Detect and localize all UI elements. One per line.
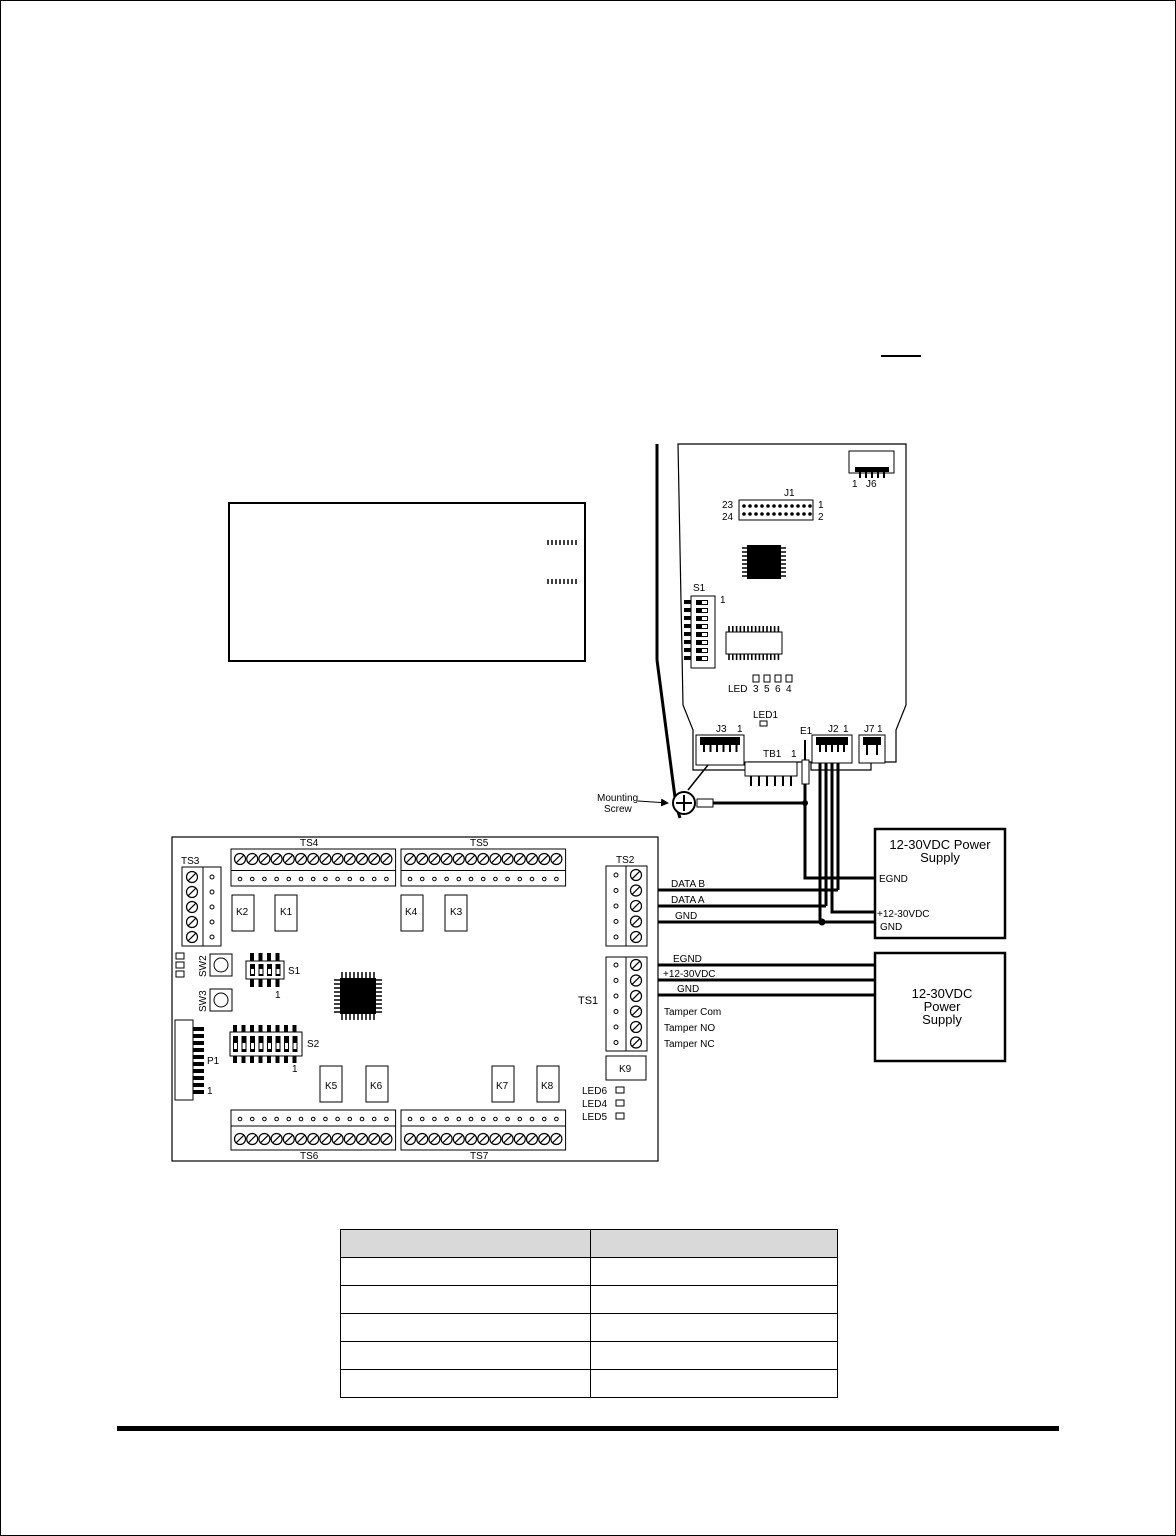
j1-pin xyxy=(796,504,800,508)
table-row xyxy=(341,1286,838,1314)
relay-k2: K2 xyxy=(236,907,249,918)
dip-lever xyxy=(250,979,254,987)
terminal-hole xyxy=(457,1117,461,1121)
connector-j2 xyxy=(812,724,852,763)
ts1-vin: +12-30VDC xyxy=(663,969,716,980)
table-row xyxy=(341,1342,838,1370)
dip-knob xyxy=(702,601,707,604)
table-row xyxy=(341,1370,838,1398)
p1-pin xyxy=(193,1062,204,1066)
dip-lever xyxy=(276,979,280,987)
terminal-hole xyxy=(518,877,522,881)
ts5-label: TS5 xyxy=(470,838,489,849)
led-4: 4 xyxy=(786,684,792,695)
dip-lever xyxy=(259,1056,263,1063)
dip-knob xyxy=(260,969,263,974)
table-header-row xyxy=(341,1230,838,1258)
j1-pin xyxy=(766,504,770,508)
terminal-hole xyxy=(433,877,437,881)
main-s2-label: S2 xyxy=(307,1039,320,1050)
psu-top-egnd: EGND xyxy=(879,874,908,885)
dip-lever xyxy=(684,600,691,604)
mounting-screw-label-1: Mounting xyxy=(597,793,639,804)
dip-lever xyxy=(250,1056,254,1063)
terminal-ts7 xyxy=(401,1110,566,1150)
p1-pin xyxy=(193,1069,204,1073)
dip-lever xyxy=(684,640,691,644)
dip-knob xyxy=(251,1043,254,1049)
dip-knob xyxy=(702,609,707,612)
terminal-hole xyxy=(311,877,315,881)
terminal-hole xyxy=(348,877,352,881)
terminal-hole xyxy=(614,935,618,939)
j1-pin xyxy=(742,512,746,516)
psu-top-gnd: GND xyxy=(880,922,903,933)
terminal-hole xyxy=(555,877,559,881)
dip-knob xyxy=(260,1043,263,1049)
dip-lever xyxy=(250,953,254,961)
dip-knob xyxy=(234,1043,237,1049)
reader-leds xyxy=(728,675,792,726)
dip-knob xyxy=(268,969,271,974)
relay-k3: K3 xyxy=(450,907,463,918)
j1-pin xyxy=(760,504,764,508)
sw3-label: SW3 xyxy=(198,990,209,1012)
terminal-hole xyxy=(336,877,340,881)
terminal-hole xyxy=(210,935,214,939)
main-s1-label: S1 xyxy=(288,966,301,977)
j1-pin xyxy=(778,512,782,516)
dip-knob xyxy=(702,617,707,620)
dip-knob xyxy=(294,1043,297,1049)
psu-bottom-title-1: 12-30VDC xyxy=(911,986,973,1001)
terminal-hole xyxy=(542,877,546,881)
led5-label: LED5 xyxy=(582,1112,608,1123)
dip-lever xyxy=(684,656,691,660)
j1-pin xyxy=(808,512,812,516)
terminal-block-tb1 xyxy=(745,749,797,786)
table-cell xyxy=(341,1258,591,1286)
j1-pin xyxy=(748,512,752,516)
terminal-hole xyxy=(372,877,376,881)
tamper-nc: Tamper NC xyxy=(664,1039,715,1050)
terminal-hole xyxy=(506,877,510,881)
j1-label: J1 xyxy=(784,488,795,499)
p1-pin xyxy=(193,1027,204,1031)
led-6: 6 xyxy=(775,684,781,695)
terminal-hole xyxy=(445,877,449,881)
dip-knob xyxy=(702,625,707,628)
p1-pin xyxy=(193,1083,204,1087)
dip-lever xyxy=(293,1056,297,1063)
led-3: 3 xyxy=(753,684,759,695)
terminal-hole xyxy=(324,1117,328,1121)
terminal-hole xyxy=(250,877,254,881)
relay-k5: K5 xyxy=(325,1081,338,1092)
ts3-label: TS3 xyxy=(181,856,200,867)
table-cell xyxy=(591,1370,838,1398)
terminal-hole xyxy=(614,904,618,908)
relay-k7: K7 xyxy=(496,1081,509,1092)
main-s2-pin1: 1 xyxy=(292,1064,298,1075)
terminal-hole xyxy=(555,1117,559,1121)
dip-knob xyxy=(702,657,707,660)
j1-pin xyxy=(754,504,758,508)
j1-pin xyxy=(766,512,770,516)
dip-knob xyxy=(702,641,707,644)
ts2-gnd: GND xyxy=(675,911,698,922)
terminal-hole xyxy=(614,1010,618,1014)
terminal-hole xyxy=(408,1117,412,1121)
p1-pin xyxy=(193,1090,204,1094)
j1-pin xyxy=(778,504,782,508)
terminal-hole xyxy=(457,877,461,881)
j2-label: J2 xyxy=(828,724,839,735)
led6-label: LED6 xyxy=(582,1086,608,1097)
table-cell xyxy=(341,1342,591,1370)
dip-knob xyxy=(702,649,707,652)
jumper-e1 xyxy=(800,726,813,784)
main-leds xyxy=(582,1086,624,1123)
power-supply-top xyxy=(875,829,1005,938)
j6-label: J6 xyxy=(866,479,877,490)
terminal-hole xyxy=(238,877,242,881)
relay-k1: K1 xyxy=(280,907,293,918)
tb1-label: TB1 xyxy=(763,749,782,760)
j1-pin23: 23 xyxy=(722,500,734,511)
power-supply-bottom xyxy=(875,953,1005,1061)
table-header-cell xyxy=(591,1230,838,1258)
terminal-hole xyxy=(263,1117,267,1121)
terminal-hole xyxy=(445,1117,449,1121)
terminal-hole xyxy=(494,877,498,881)
dip-lever xyxy=(242,1056,246,1063)
terminal-hole xyxy=(210,890,214,894)
terminal-hole xyxy=(420,1117,424,1121)
terminal-hole xyxy=(238,1117,242,1121)
table-cell xyxy=(341,1286,591,1314)
terminal-hole xyxy=(311,1117,315,1121)
led-label: LED xyxy=(728,684,748,695)
terminal-hole xyxy=(385,1117,389,1121)
j1-pin xyxy=(784,512,788,516)
terminal-ts6 xyxy=(231,1110,396,1150)
table-cell xyxy=(591,1314,838,1342)
dip-knob xyxy=(268,1043,271,1049)
footer-rule xyxy=(117,1426,1059,1431)
j1-pin24: 24 xyxy=(722,512,734,523)
led-5: 5 xyxy=(764,684,770,695)
terminal-hole xyxy=(275,877,279,881)
dip-knob xyxy=(243,1043,246,1049)
dip-knob xyxy=(285,1043,288,1049)
tamper-com: Tamper Com xyxy=(664,1007,722,1018)
terminal-hole xyxy=(614,920,618,924)
s1-pin1: 1 xyxy=(720,595,726,606)
dip-lever xyxy=(242,1025,246,1032)
connector-j1 xyxy=(722,488,824,523)
connector-j7 xyxy=(859,724,885,763)
relay-k6: K6 xyxy=(370,1081,383,1092)
j1-pin xyxy=(790,504,794,508)
terminal-ts4 xyxy=(231,849,396,886)
terminal-hole xyxy=(614,889,618,893)
dip-lever xyxy=(276,1025,280,1032)
ts6-label: TS6 xyxy=(300,1151,319,1162)
terminal-hole xyxy=(542,1117,546,1121)
j6-pin1: 1 xyxy=(852,479,858,490)
terminal-hole xyxy=(210,920,214,924)
terminal-hole xyxy=(481,877,485,881)
psu-top-title-2: Supply xyxy=(920,850,960,865)
table-cell xyxy=(341,1314,591,1342)
terminal-ts3 xyxy=(181,856,221,946)
table-row xyxy=(341,1314,838,1342)
dip-lever xyxy=(684,616,691,620)
terminal-hole xyxy=(614,994,618,998)
terminal-hole xyxy=(372,1117,376,1121)
switch-sw2 xyxy=(198,954,232,977)
terminal-hole xyxy=(614,963,618,967)
reader-soic-chip xyxy=(726,626,782,660)
j1-pin xyxy=(784,504,788,508)
p1-pin xyxy=(193,1041,204,1045)
mounting-screw-label-2: Screw xyxy=(604,804,632,815)
table-row xyxy=(341,1258,838,1286)
dip-lever xyxy=(259,1025,263,1032)
j1-pin xyxy=(808,504,812,508)
table-cell xyxy=(591,1258,838,1286)
dip-lever xyxy=(259,979,263,987)
terminal-hole xyxy=(287,877,291,881)
dip-lever xyxy=(284,1056,288,1063)
p1-pin xyxy=(193,1048,204,1052)
dip-lever xyxy=(250,1025,254,1032)
dip-knob xyxy=(251,969,254,974)
blank-table xyxy=(340,1229,838,1398)
j1-pin2: 2 xyxy=(818,512,824,523)
j1-pin1: 1 xyxy=(818,500,824,511)
dip-lever xyxy=(267,953,271,961)
dip-knob xyxy=(277,1043,280,1049)
s1-label: S1 xyxy=(693,583,706,594)
psu-top-title-1: 12-30VDC Power xyxy=(889,837,991,852)
terminal-hole xyxy=(299,877,303,881)
led1-label: LED1 xyxy=(753,710,779,721)
ts7-label: TS7 xyxy=(470,1151,489,1162)
terminal-hole xyxy=(360,1117,364,1121)
relay-k8: K8 xyxy=(541,1081,554,1092)
table-cell xyxy=(341,1370,591,1398)
reader-board xyxy=(548,444,906,818)
terminal-hole xyxy=(360,877,364,881)
j1-pin xyxy=(796,512,800,516)
p1-pin xyxy=(193,1055,204,1059)
ts2-label: TS2 xyxy=(616,855,635,866)
dip-lever xyxy=(293,1025,297,1032)
psu-bottom-title-2: Power xyxy=(923,999,961,1014)
dip-lever xyxy=(267,979,271,987)
j1-pin xyxy=(772,512,776,516)
terminal-hole xyxy=(210,875,214,879)
terminal-hole xyxy=(210,905,214,909)
connector-j6 xyxy=(849,451,894,490)
j1-pin xyxy=(748,504,752,508)
terminal-hole xyxy=(420,877,424,881)
j1-pin xyxy=(754,512,758,516)
sw2-label: SW2 xyxy=(198,955,209,977)
dip-lever xyxy=(276,953,280,961)
terminal-hole xyxy=(348,1117,352,1121)
p1-pin xyxy=(193,1076,204,1080)
j1-pin xyxy=(790,512,794,516)
psu-bottom-title-3: Supply xyxy=(922,1012,962,1027)
j1-pin xyxy=(760,512,764,516)
terminal-hole xyxy=(469,1117,473,1121)
j2-pin1: 1 xyxy=(843,724,849,735)
dip-lever xyxy=(684,648,691,652)
dip-knob xyxy=(277,969,280,974)
reader-dip-switch-s1 xyxy=(684,583,726,668)
tb1-pin1: 1 xyxy=(791,749,797,760)
table-cell xyxy=(591,1342,838,1370)
dip-lever xyxy=(259,953,263,961)
terminal-hole xyxy=(614,1025,618,1029)
terminal-hole xyxy=(324,877,328,881)
terminal-hole xyxy=(433,1117,437,1121)
dip-lever xyxy=(684,608,691,612)
p1-pin xyxy=(193,1034,204,1038)
terminal-hole xyxy=(530,877,534,881)
dip-knob xyxy=(702,633,707,636)
psu-top-vin: +12-30VDC xyxy=(877,909,930,920)
main-board xyxy=(172,837,721,1162)
terminal-hole xyxy=(275,1117,279,1121)
terminal-hole xyxy=(299,1117,303,1121)
terminal-hole xyxy=(481,1117,485,1121)
led4-label: LED4 xyxy=(582,1099,608,1110)
terminal-ts5 xyxy=(401,849,566,886)
ts4-label: TS4 xyxy=(300,838,319,849)
j1-pin xyxy=(772,504,776,508)
dip-lever xyxy=(276,1056,280,1063)
main-s1-pin1: 1 xyxy=(275,990,281,1001)
terminal-hole xyxy=(408,877,412,881)
dip-lever xyxy=(684,624,691,628)
dip-lever xyxy=(267,1025,271,1032)
switch-sw3 xyxy=(198,989,232,1012)
terminal-hole xyxy=(614,873,618,877)
main-ic-chip xyxy=(334,972,382,1020)
terminal-hole xyxy=(518,1117,522,1121)
connector-j3 xyxy=(696,724,744,765)
ts1-label: TS1 xyxy=(578,995,599,1007)
dip-lever xyxy=(233,1025,237,1032)
ts1-egnd: EGND xyxy=(673,954,702,965)
dip-lever xyxy=(684,632,691,636)
reader-ic-chip xyxy=(548,540,786,584)
terminal-hole xyxy=(530,1117,534,1121)
j7-label: J7 xyxy=(864,724,875,735)
dip-lever xyxy=(267,1056,271,1063)
j3-pin1: 1 xyxy=(737,724,743,735)
j1-pin xyxy=(802,512,806,516)
table-cell xyxy=(591,1286,838,1314)
j1-pin xyxy=(802,504,806,508)
relay-k9: K9 xyxy=(619,1064,632,1075)
e1-label: E1 xyxy=(800,726,813,737)
terminal-hole xyxy=(614,979,618,983)
j7-pin1: 1 xyxy=(877,724,883,735)
ts2-data-a: DATA A xyxy=(671,895,705,906)
j3-label: J3 xyxy=(716,724,727,735)
ts1-gnd: GND xyxy=(677,984,700,995)
terminal-hole xyxy=(287,1117,291,1121)
relay-k4: K4 xyxy=(405,907,418,918)
j1-pin xyxy=(742,504,746,508)
dip-lever xyxy=(233,1056,237,1063)
terminal-hole xyxy=(506,1117,510,1121)
terminal-hole xyxy=(494,1117,498,1121)
dip-lever xyxy=(284,1025,288,1032)
terminal-hole xyxy=(250,1117,254,1121)
terminal-hole xyxy=(614,1041,618,1045)
terminal-hole xyxy=(336,1117,340,1121)
ts2-data-b: DATA B xyxy=(671,879,706,890)
terminal-hole xyxy=(263,877,267,881)
terminal-hole xyxy=(469,877,473,881)
p1-pin1: 1 xyxy=(207,1086,213,1097)
table-header-cell xyxy=(341,1230,591,1258)
terminal-hole xyxy=(385,877,389,881)
tamper-no: Tamper NO xyxy=(664,1023,716,1034)
p1-label: P1 xyxy=(207,1056,220,1067)
